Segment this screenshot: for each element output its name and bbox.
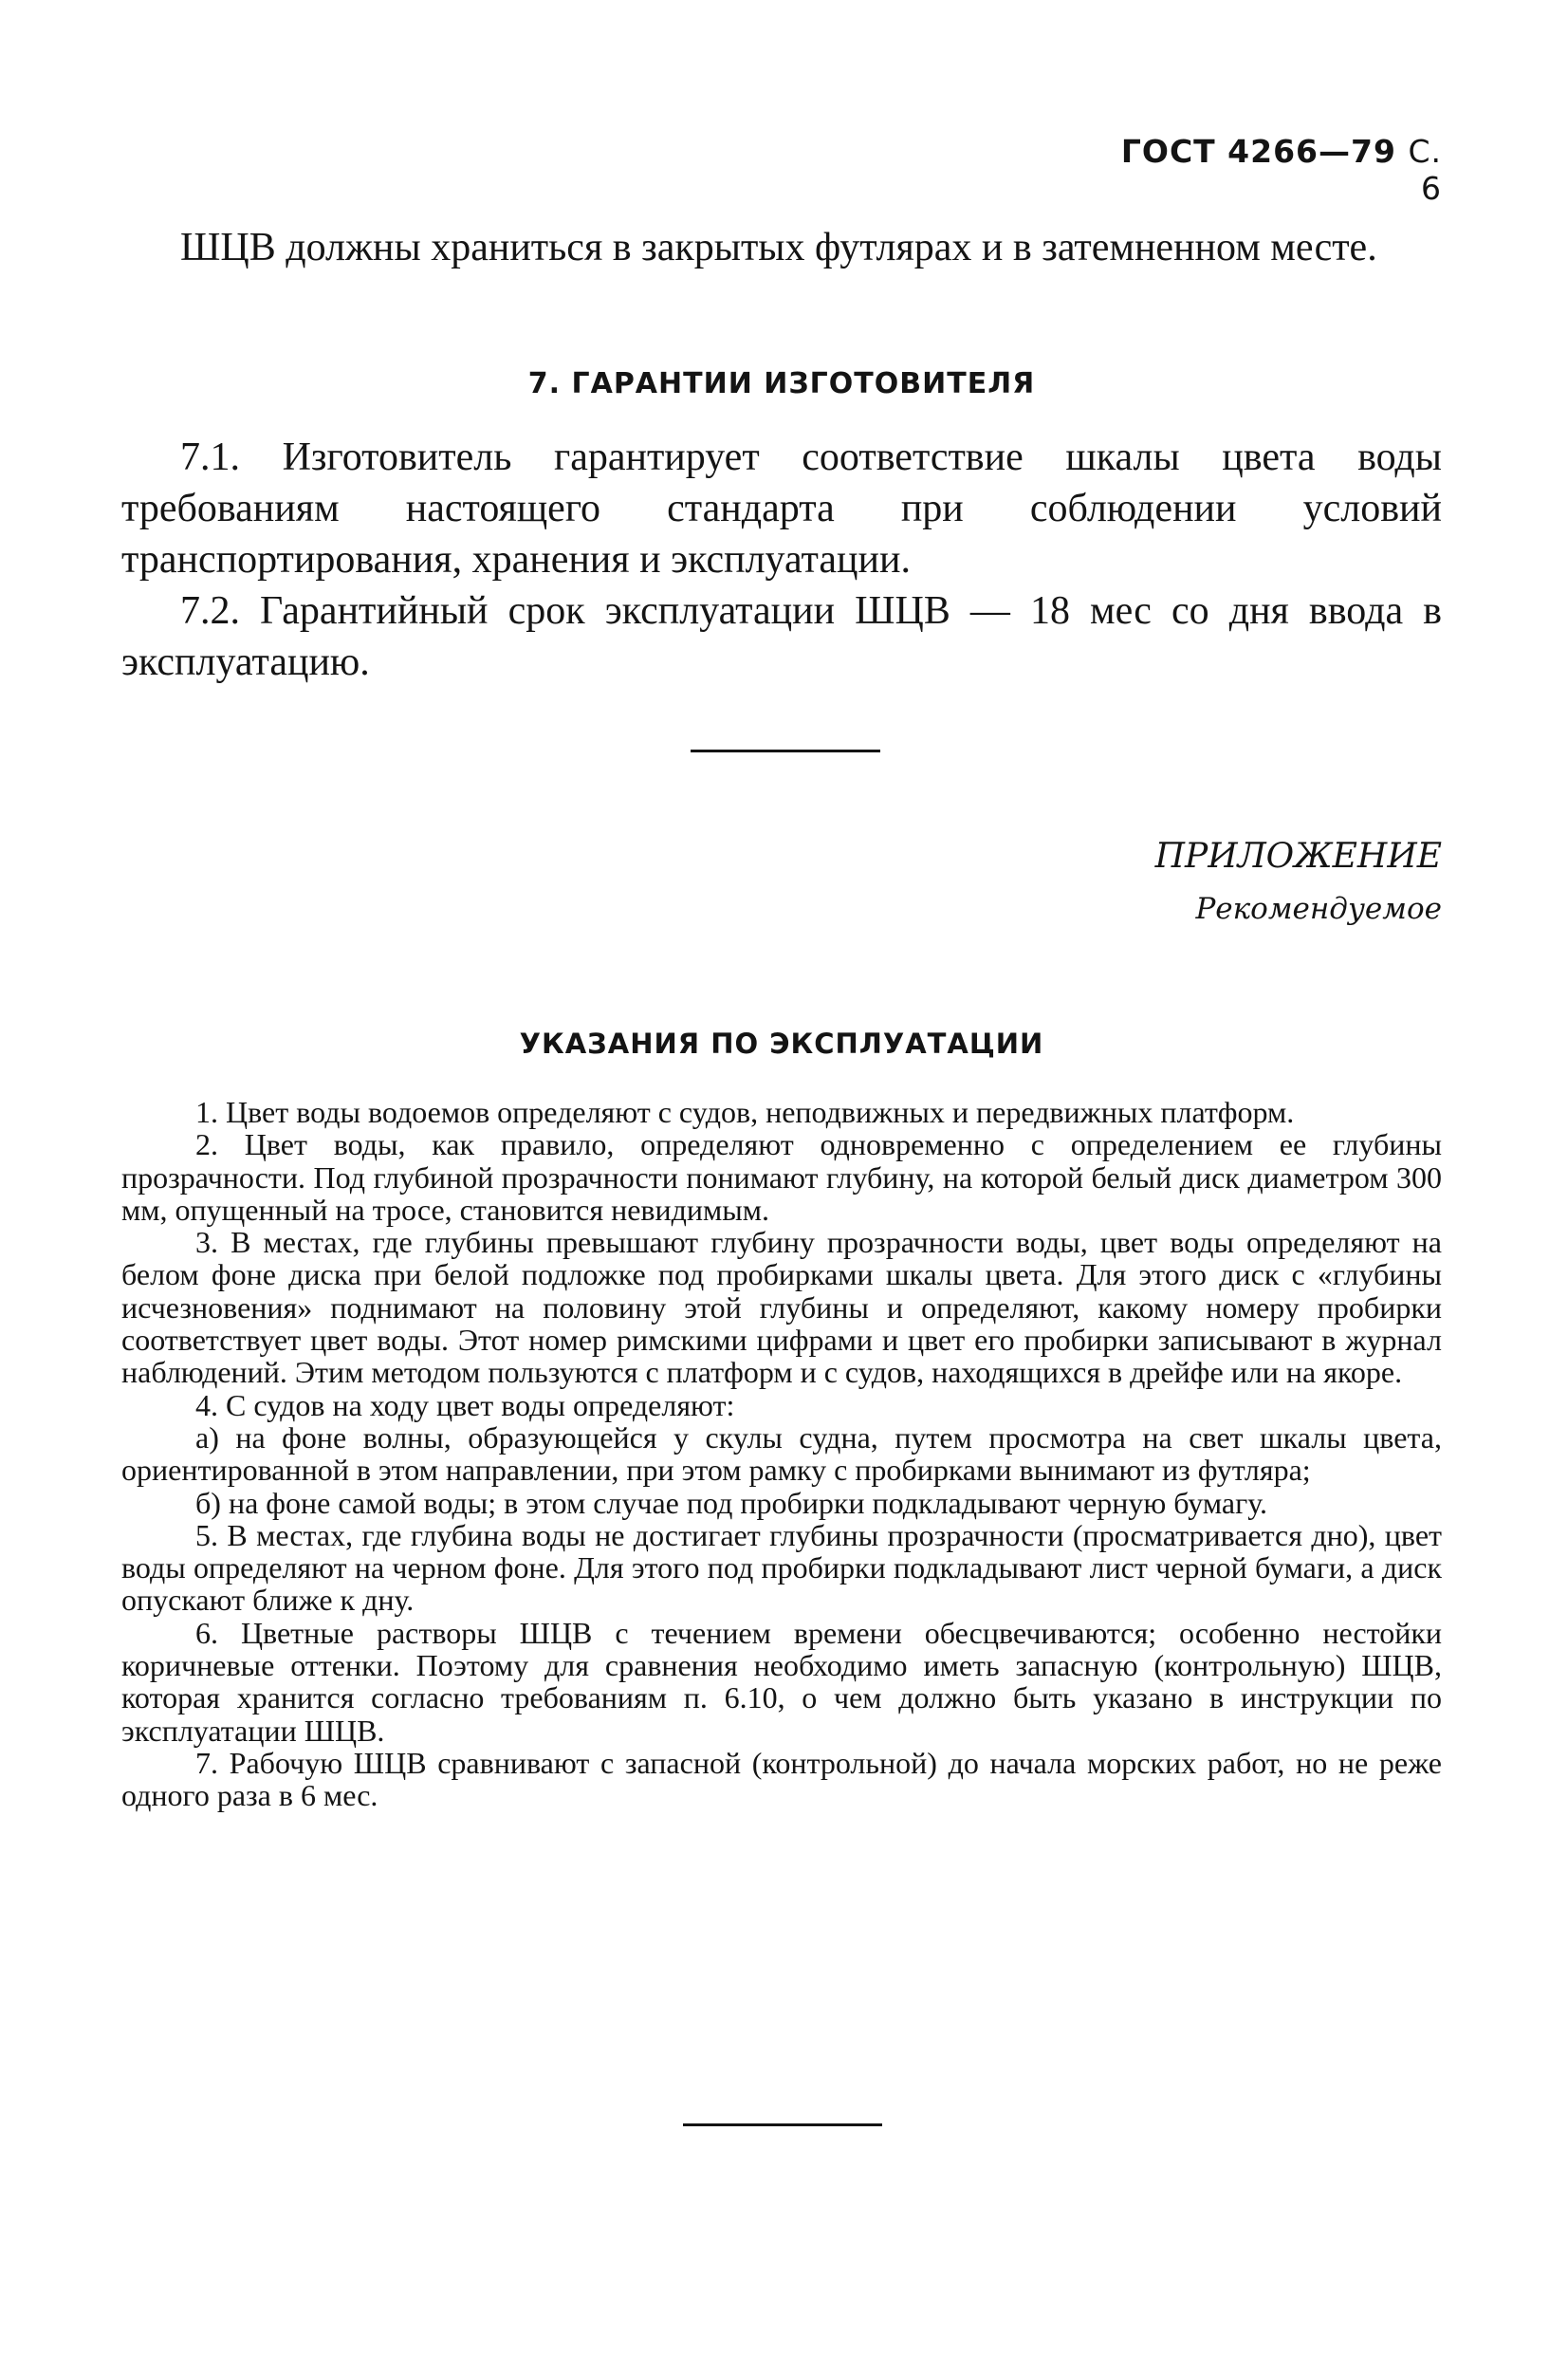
end-rule [683,2123,882,2126]
instruction-paragraph: 3. В местах, где глубины превышают глубину прозрачности воды, цвет воды определяют на белом фоне диска при белой подложке под пробирками шкалы цвета. Для этого диск с «глубины исчезновения» поднимают на половину этой глубины и определяют, какому номеру пробирки соответствует цвет воды. Этот номер римскими цифрами и цвет его пробирки записывают в журнал наблюдений. Этим методом пользуются с платформ и с судов, находящихся в дрейфе или на якоре. [121,1225,1442,1390]
standard-number: ГОСТ 4266—79 [1120,133,1396,170]
instruction-paragraph: б) на фоне самой воды; в этом случае под пробирки подкладывают черную бумагу. [195,1485,1268,1520]
instruction-paragraph: 1. Цвет воды водоемов определяют с судов, неподвижных и передвижных платформ. [195,1095,1295,1129]
appendix-label: ПРИЛОЖЕНИЕ [1154,837,1442,876]
instruction-paragraph: 4. С судов на ходу цвет воды определяют: [195,1387,735,1422]
instructions-title: УКАЗАНИЯ ПО ЭКСПЛУАТАЦИИ [519,1028,1044,1060]
instruction-paragraph: 2. Цвет воды, как правило, определяют одновременно с определением ее глубины прозрачности. Под глубиной прозрачности понимают глубину, на которой белый диск диаметром 300 мм, опущенный на тросе, становится невидимым. [121,1127,1442,1227]
section-7-title: 7. ГАРАНТИИ ИЗГОТОВИТЕЛЯ [527,367,1036,400]
page-header [1100,133,1442,207]
storage-note [121,222,1442,273]
instruction-paragraph: 5. В местах, где глубина воды не достигает глубины прозрачности (просматривается дно), цвет воды определяют на черном фоне. Для этого под пробирки подкладывают лист черной бумаги, а диск опускают ближе к дну. [121,1517,1442,1618]
instruction-paragraph: 7. Рабочую ШЦВ сравнивают с запасной (контрольной) до начала морских работ, но не реже одного раза в 6 мес. [121,1745,1442,1813]
page-number: С. 6 [1408,133,1442,207]
appendix-status: Рекомендуемое [1195,892,1442,926]
paragraph-7-2: 7.2. Гарантийный срок эксплуатации ШЦВ — 18 мес со дня ввода в эксплуатацию. [121,589,1442,684]
section-7-body [121,432,1442,688]
instructions-body [121,1096,1442,1812]
instruction-paragraph: а) на фоне волны, образующейся у скулы судна, путем просмотра на свет шкалы цвета, ориентированной в этом направлении, при этом рамку с пробирками вынимают из футляра; [121,1419,1442,1488]
instruction-paragraph: 6. Цветные растворы ШЦВ с течением времени обесцвечиваются; особенно нестойки коричневые оттенки. Поэтому для сравнения необходимо иметь запасную (контрольную) ШЦВ, которая хранится согласно требованиям п. 6.10, о чем должно быть указано в инструкции по эксплуатации ШЦВ. [121,1615,1442,1748]
paragraph-7-1: 7.1. Изготовитель гарантирует соответствие шкалы цвета воды требованиям настоящего стандарта при соблюдении условий транспортирования, хранения и эксплуатации. [121,436,1442,582]
divider-rule [691,750,880,752]
storage-paragraph: ШЦВ должны храниться в закрытых футлярах и в затемненном месте. [180,226,1377,269]
